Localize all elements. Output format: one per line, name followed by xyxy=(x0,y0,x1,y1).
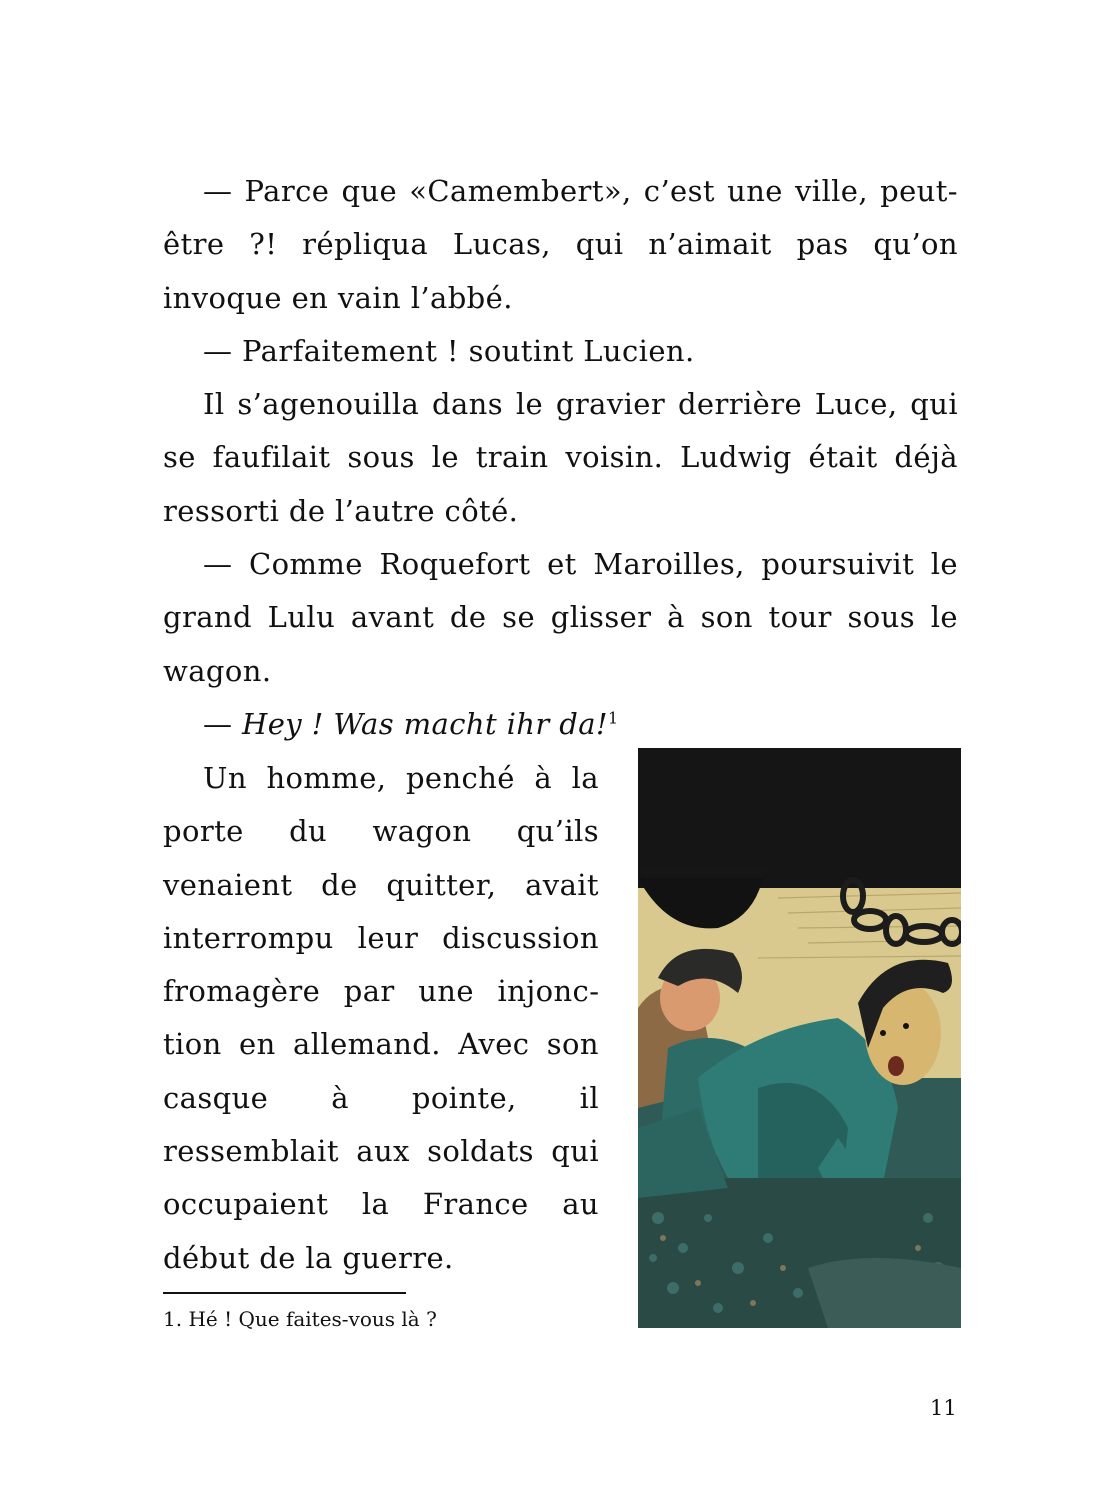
paragraph-1: — Parce que «Camembert», c’est une ville, peut-être ?! répliqua Lucas, qui n’aimait pas qu’on invoque en vain l’abbé. xyxy=(163,174,958,315)
footnote-rule xyxy=(163,1292,406,1294)
main-text-top xyxy=(163,165,958,751)
footnote: 1. Hé ! Que faites-vous là ? xyxy=(163,1307,437,1331)
paragraph-3: Il s’agenouilla dans le gravier derrière Luce, qui se faufilait sous le train voisin. Ludwig était déjà ressorti de l’autre côté. xyxy=(163,387,958,528)
dialogue-line xyxy=(163,698,958,751)
dialogue-german: Hey ! Was macht ihr da! xyxy=(242,706,608,741)
comic-illustration xyxy=(638,748,961,1328)
paragraph-2: — Parfaitement ! soutint Lucien. xyxy=(203,333,695,368)
dialogue-dash: — xyxy=(203,706,243,741)
footnote-marker: 1 xyxy=(607,708,619,728)
paragraph-5: Un homme, penché à la porte du wagon qu’ils venaient de quitter, avait interrompu leur discussion fromagère par une injonction en allemand. Avec son casque à pointe, il ressemblait aux soldats qui occupaient la France au début de la guerre. xyxy=(163,761,599,1275)
page-number: 11 xyxy=(930,1396,957,1420)
paragraph-4: — Comme Roquefort et Maroilles, poursuivit le grand Lulu avant de se glisser à son tour sous le wagon. xyxy=(163,547,958,688)
main-text-bottom xyxy=(163,752,599,1285)
